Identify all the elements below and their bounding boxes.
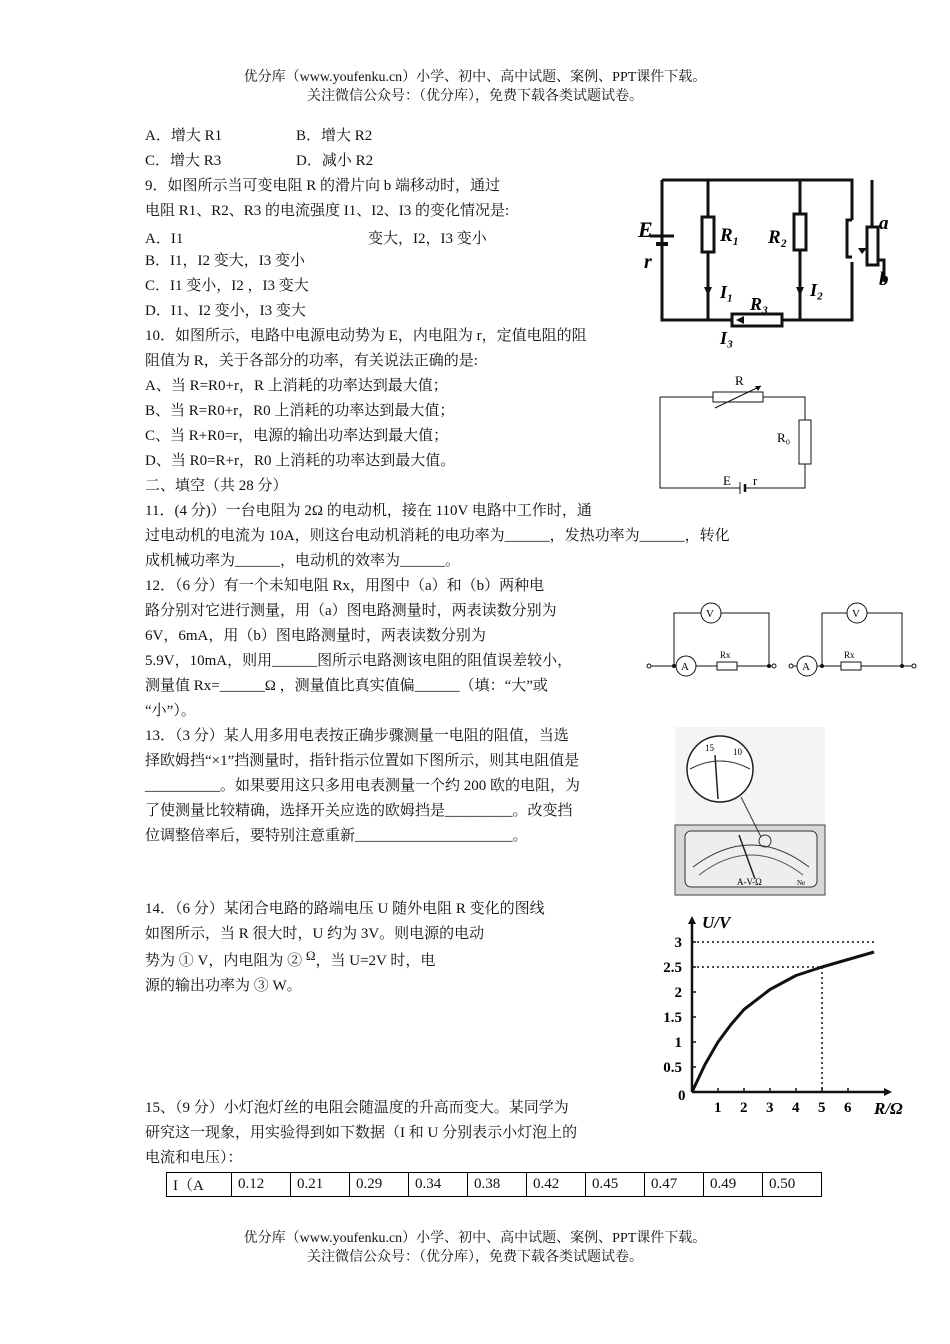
q13-line-3: __________。如果要用这只多用电表测量一个约 200 欧的电阻，为 bbox=[145, 778, 581, 794]
y-tick-label: 1 bbox=[674, 1035, 682, 1051]
q10-circuit-figure bbox=[655, 372, 815, 497]
q9-fig-label-I2: I₂ bbox=[810, 280, 824, 300]
header-line-2: 关注微信公众号：（优分库），免费下载各类试题试卷。 bbox=[307, 89, 643, 104]
q12-circuit-figure bbox=[644, 598, 934, 680]
q15-table-header: I（A bbox=[167, 1173, 232, 1197]
q14-u-r-chart bbox=[650, 913, 935, 1118]
q12-line-6: “小”）。 bbox=[145, 703, 196, 719]
q9-fig-label-a: a bbox=[879, 213, 889, 234]
q8-option-d: D．减小 R2 bbox=[296, 153, 374, 169]
q9-fig-label-r: r bbox=[644, 251, 652, 273]
q14-line-3-part-a: 势为 ① V，内电阻为 ② bbox=[145, 953, 303, 969]
q12-voltmeter-a: V bbox=[706, 608, 714, 620]
q8-option-c: C．增大 R3 bbox=[145, 153, 222, 169]
q9-fig-label-I3: I₃ bbox=[720, 328, 734, 348]
q11-line-1: 11．(4 分)）一台电阻为 2Ω 的电动机，接在 110V 电路中工作时，通 bbox=[145, 503, 592, 519]
q14-line-2: 如图所示，当 R 很大时，U 约为 3V。则电源的电动 bbox=[145, 926, 485, 942]
q10-fig-label-r: r bbox=[753, 473, 758, 488]
q15-data-table bbox=[166, 1172, 822, 1197]
q9-option-a: A．I1 bbox=[145, 231, 184, 247]
q12-line-3: 6V，6mA，用（b）图电路测量时，两表读数分别为 bbox=[145, 628, 486, 644]
y-axis-arrow bbox=[688, 916, 696, 924]
q13-meter-brand: Ne bbox=[797, 879, 806, 887]
q13-line-5: 位调整倍率后，要特别注意重新_____________________。 bbox=[145, 828, 528, 844]
q13-line-2: 择欧姆挡“×1”挡测量时，指针指示位置如下图所示，则其电阻值是 bbox=[145, 753, 580, 769]
q13-dial-10: 10 bbox=[733, 747, 742, 757]
q9-option-b: B．I1，I2 变大，I3 变小 bbox=[145, 253, 305, 269]
q13-line-4: 了使测量比较精确，选择开关应选的欧姆挡是_________。改变挡 bbox=[145, 803, 573, 819]
q15-line-2: 研究这一现象，用实验得到如下数据（I 和 U 分别表示小灯泡上的 bbox=[145, 1125, 578, 1141]
q15-table-cell: 0.50 bbox=[763, 1173, 822, 1197]
q15-table-cell: 0.29 bbox=[350, 1173, 409, 1197]
q9-option-a-tail: 变大，I2，I3 变小 bbox=[368, 231, 487, 247]
q15-table-cell: 0.38 bbox=[468, 1173, 527, 1197]
q9-stem-1: 9．如图所示当可变电阻 R 的滑片向 b 端移动时，通过 bbox=[145, 178, 501, 194]
x-tick-label: 3 bbox=[766, 1100, 774, 1116]
q10-fig-label-R0: R₀ bbox=[777, 430, 791, 445]
series-line bbox=[692, 952, 874, 1092]
q15-table-cell: 0.47 bbox=[645, 1173, 704, 1197]
q13-meter-label: A-V-Ω bbox=[737, 877, 762, 887]
x-tick-label: 2 bbox=[740, 1100, 748, 1116]
footer-line-1: 优分库（www.youfenku.cn）小学、初中、高中试题、案例、PPT课件下载。 bbox=[243, 1231, 707, 1246]
footer-line-2: 关注微信公众号：（优分库），免费下载各类试题试卷。 bbox=[307, 1250, 643, 1265]
q12-rx-a: Rx bbox=[720, 650, 731, 660]
header-line-1: 优分库（www.youfenku.cn）小学、初中、高中试题、案例、PPT课件下载。 bbox=[243, 70, 707, 85]
q10-fig-label-E: E bbox=[723, 473, 731, 488]
q10-option-a: A、当 R=R0+r，R 上消耗的功率达到最大值； bbox=[145, 378, 448, 394]
q10-option-d: D、当 R0=R+r，R0 上消耗的功率达到最大值。 bbox=[145, 453, 456, 469]
q15-table-cell: 0.49 bbox=[704, 1173, 763, 1197]
x-axis-label: R/Ω bbox=[874, 1099, 903, 1118]
x-axis-arrow bbox=[884, 1088, 892, 1096]
y-axis-label: U/V bbox=[702, 913, 731, 932]
q15-line-3: 电流和电压）： bbox=[145, 1150, 243, 1166]
q9-circuit-figure bbox=[632, 172, 892, 352]
q15-table-cell: 0.12 bbox=[232, 1173, 291, 1197]
q9-option-c: C．I1 变小，I2 ，I3 变大 bbox=[145, 278, 309, 294]
q11-line-2: 过电动机的电流为 10A，则这台电动机消耗的电功率为______，发热功率为______，转化 bbox=[145, 528, 730, 544]
q15-table-cell: 0.42 bbox=[527, 1173, 586, 1197]
q12-voltmeter-b: V bbox=[852, 608, 860, 620]
x-tick-label: 4 bbox=[792, 1100, 800, 1116]
q13-multimeter-figure bbox=[675, 727, 825, 895]
q14-line-1: 14．（6 分）某闭合电路的路端电压 U 随外电阻 R 变化的图线 bbox=[145, 901, 545, 917]
y-tick-label: 2 bbox=[674, 985, 682, 1001]
q9-fig-label-I1: I₁ bbox=[720, 282, 734, 302]
q15-table-cell: 0.45 bbox=[586, 1173, 645, 1197]
q14-line-3 bbox=[145, 948, 436, 971]
q12-line-1: 12．（6 分）有一个未知电阻 Rx，用图中（a）和（b）两种电 bbox=[145, 578, 545, 594]
q9-option-d: D．I1、I2 变小，I3 变大 bbox=[145, 303, 306, 319]
y-tick-label: 0.5 bbox=[663, 1060, 682, 1076]
q14-ohm-symbol: Ω bbox=[305, 948, 316, 963]
y-tick-label: 3 bbox=[674, 935, 682, 951]
q15-table-cell: 0.21 bbox=[291, 1173, 350, 1197]
q10-fig-label-R: R bbox=[735, 373, 744, 388]
q9-stem-2: 电阻 R1、R2、R3 的电流强度 I1、I2、I3 的变化情况是: bbox=[145, 203, 510, 219]
x-tick-label: 5 bbox=[818, 1100, 826, 1116]
q15-line-1: 15、（9 分）小灯泡灯丝的电阻会随温度的升高而变大。某同学为 bbox=[145, 1100, 569, 1116]
q8-option-b: B．增大 R2 bbox=[296, 128, 373, 144]
q12-ammeter-b: A bbox=[802, 661, 810, 673]
q12-rx-b: Rx bbox=[844, 650, 855, 660]
q13-line-1: 13．（3 分）某人用多用电表按正确步骤测量一电阻的阻值，当选 bbox=[145, 728, 569, 744]
q10-stem-1: 10．如图所示，电路中电源电动势为 E，内电阻为 r，定值电阻的阻 bbox=[145, 328, 587, 344]
x-tick-label: 6 bbox=[844, 1100, 852, 1116]
q8-option-a: A．增大 R1 bbox=[145, 128, 223, 144]
q9-fig-label-b: b bbox=[879, 269, 889, 290]
q9-fig-label-R2: R₂ bbox=[768, 227, 788, 248]
q10-stem-2: 阻值为 R，关于各部分的功率，有关说法正确的是: bbox=[145, 353, 478, 369]
q12-line-5: 测量值 Rx=______Ω ，测量值比真实值偏______（填：“大”或 bbox=[145, 678, 548, 694]
q9-fig-label-E: E bbox=[638, 217, 653, 242]
q9-fig-label-R1: R₁ bbox=[720, 225, 740, 246]
q9-fig-label-R3: R₃ bbox=[750, 294, 769, 314]
q13-dial-15: 15 bbox=[705, 743, 714, 753]
q10-option-c: C、当 R+R0=r，电源的输出功率达到最大值； bbox=[145, 428, 449, 444]
q12-line-2: 路分别对它进行测量，用（a）图电路测量时，两表读数分别为 bbox=[145, 603, 557, 619]
x-tick-label: 1 bbox=[714, 1100, 722, 1116]
section-2-title: 二、填空（共 28 分） bbox=[145, 478, 288, 494]
q14-line-3-part-c: ，当 U=2V 时，电 bbox=[315, 953, 436, 969]
q14-line-4: 源的输出功率为 ③ W。 bbox=[145, 978, 302, 994]
q12-line-4: 5.9V，10mA，则用______图所示电路测该电阻的阻值误差较小， bbox=[145, 653, 573, 669]
q11-line-3: 成机械功率为______，电动机的效率为______。 bbox=[145, 553, 461, 569]
q15-table-row bbox=[167, 1173, 822, 1197]
q12-ammeter-a: A bbox=[681, 661, 689, 673]
y-tick-label: 2.5 bbox=[663, 960, 682, 976]
q15-table-cell: 0.34 bbox=[409, 1173, 468, 1197]
origin-label: 0 bbox=[678, 1088, 686, 1104]
y-tick-label: 1.5 bbox=[663, 1010, 682, 1026]
q10-option-b: B、当 R=R0+r，R0 上消耗的功率达到最大值； bbox=[145, 403, 455, 419]
